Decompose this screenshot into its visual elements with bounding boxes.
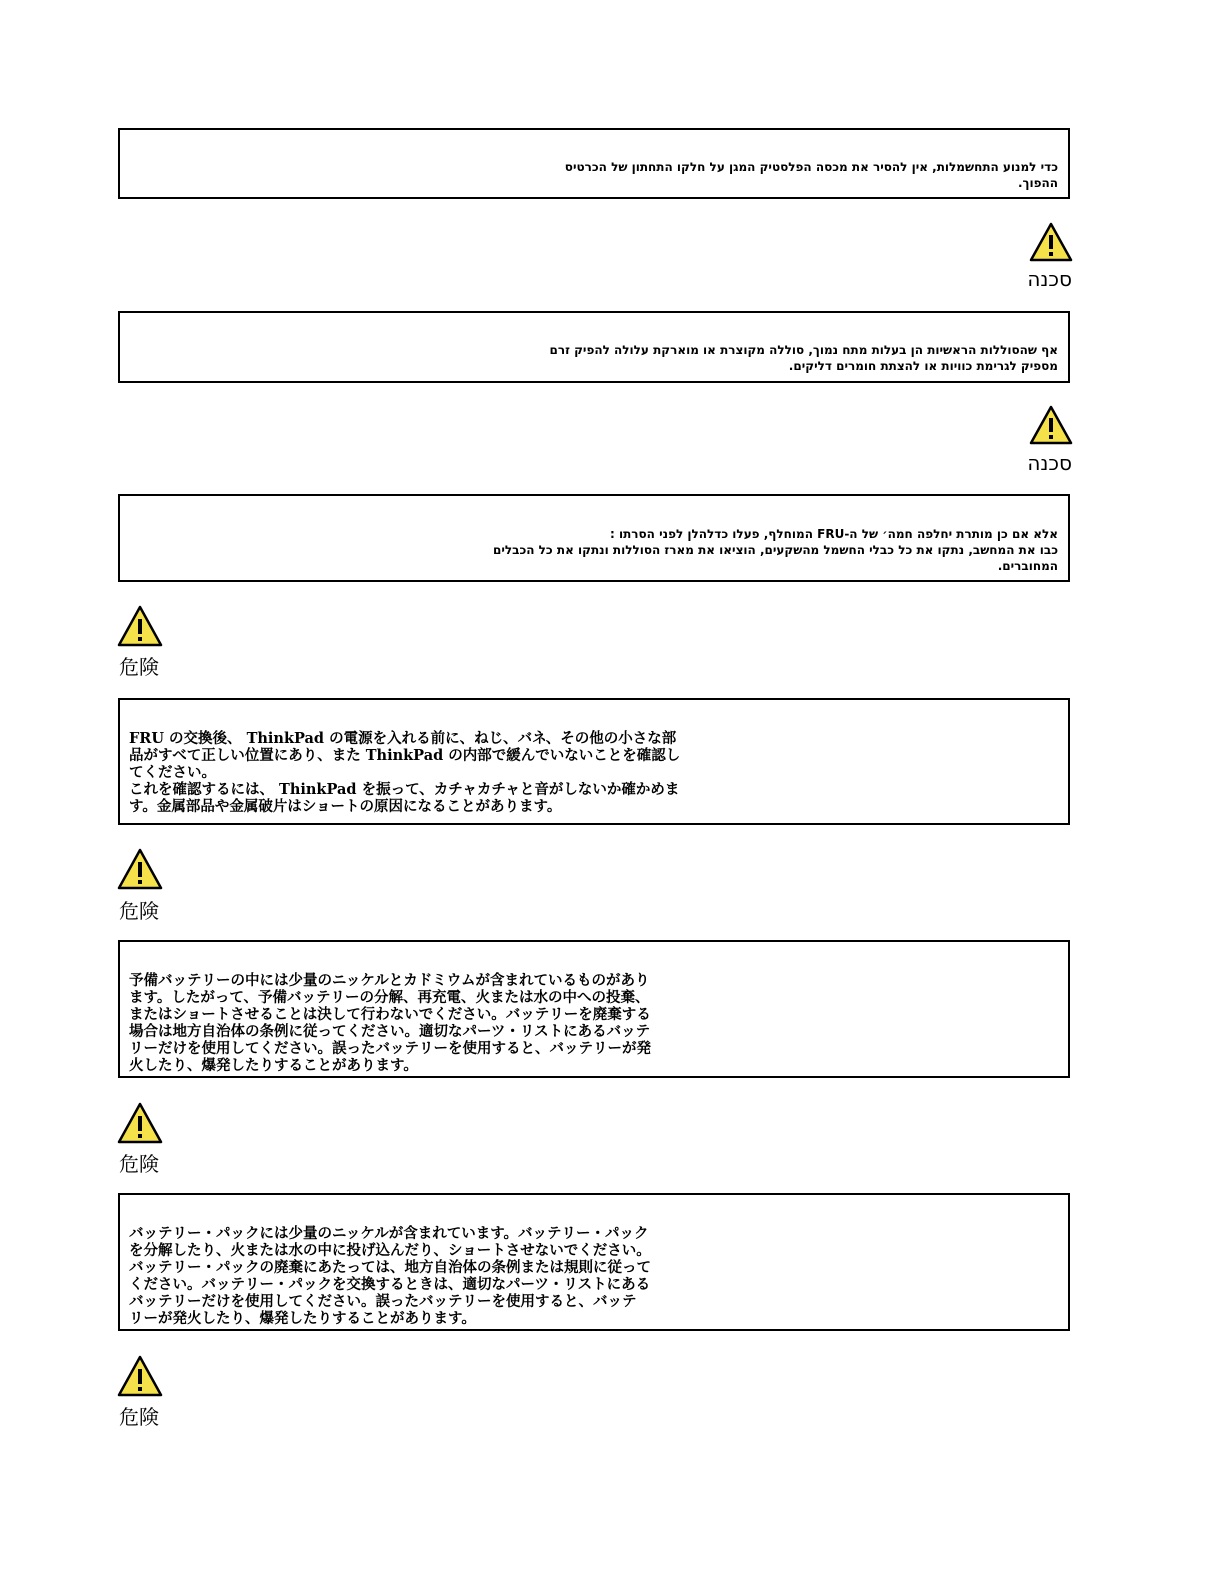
notice-box-5 bbox=[118, 940, 1070, 1078]
notice-box-3 bbox=[118, 494, 1070, 582]
notice-text-1: כדי למנוע התחשמלות, אין להסיר את מכסה הפלסטיק המגן על חלקו התחתון של הכרטיס ההפוך. bbox=[564, 160, 1058, 190]
notice-text-2: אף שהסוללות הראשיות הן בעלות מתח נמוך, סוללה מקוצרת או מוארקת עלולה להפיק זרם מספיק לגרימת כוויות או להצתת חומרים דליקים. bbox=[549, 343, 1058, 373]
notice-text-3: אלא אם כן מותרת יחלפה חמה׳ של ה-FRU המוחלף, פעלו כדלהלן לפני הסרתו : כבו את המחשב, נתקו את כל כבלי החשמל מהשקעים, הוציאו את מארז הסוללות ונתקו את כל הכבלים המחוברים. bbox=[492, 527, 1058, 573]
danger-label-hebrew: סכנה bbox=[1027, 451, 1072, 475]
warning-triangle-icon bbox=[1029, 222, 1073, 262]
notice-box-4 bbox=[118, 698, 1070, 825]
danger-label-japanese: 危険 bbox=[119, 655, 159, 679]
danger-label-hebrew: סכנה bbox=[1027, 267, 1072, 291]
warning-triangle-icon bbox=[117, 848, 163, 890]
warning-triangle-icon bbox=[117, 605, 163, 647]
danger-label-japanese: 危険 bbox=[119, 1405, 159, 1429]
notice-text-5: 予備バッテリーの中には少量のニッケルとカドミウムが含まれているものがあり ます。したがって、予備バッテリーの分解、再充電、火または水の中への投棄、 またはショートさせることは決して行わないでください。バッテリーを廃棄する 場合は地方自治体の条例に従ってください。適切なパーツ・リストにあるバッテ リーだけを使用してください。誤ったバッテリーを使用すると、バッテリーが発 火したり、爆発したりすることがあります。 bbox=[129, 972, 651, 1074]
danger-label-japanese: 危険 bbox=[119, 1152, 159, 1176]
notice-text-6: バッテリー・パックには少量のニッケルが含まれています。バッテリー・パック を分解したり、火または水の中に投げ込んだり、ショートさせないでください。 バッテリー・パックの廃棄にあたっては、地方自治体の条例または規則に従って ください。バッテリー・パックを交換するときは、適切なパーツ・リストにある バッテリーだけを使用してください。誤ったバッテリーを使用すると、バッテ リーが発火したり、爆発したりすることがあります。 bbox=[129, 1225, 651, 1327]
danger-label-japanese: 危険 bbox=[119, 899, 159, 923]
notice-box-1 bbox=[118, 128, 1070, 199]
notice-box-2 bbox=[118, 311, 1070, 383]
warning-triangle-icon bbox=[117, 1355, 163, 1397]
notice-box-6 bbox=[118, 1193, 1070, 1331]
warning-triangle-icon bbox=[1029, 405, 1073, 445]
warning-triangle-icon bbox=[117, 1102, 163, 1144]
notice-text-4: FRU の交換後、 ThinkPad の電源を入れる前に、ねじ、バネ、その他の小さな部 品がすべて正しい位置にあり、また ThinkPad の内部で緩んでいないことを確認し てください。 これを確認するには、 ThinkPad を振って、カチャカチャと音がしないか確かめま す。金属部品や金属破片はショートの原因になることがあります。 bbox=[129, 730, 681, 815]
